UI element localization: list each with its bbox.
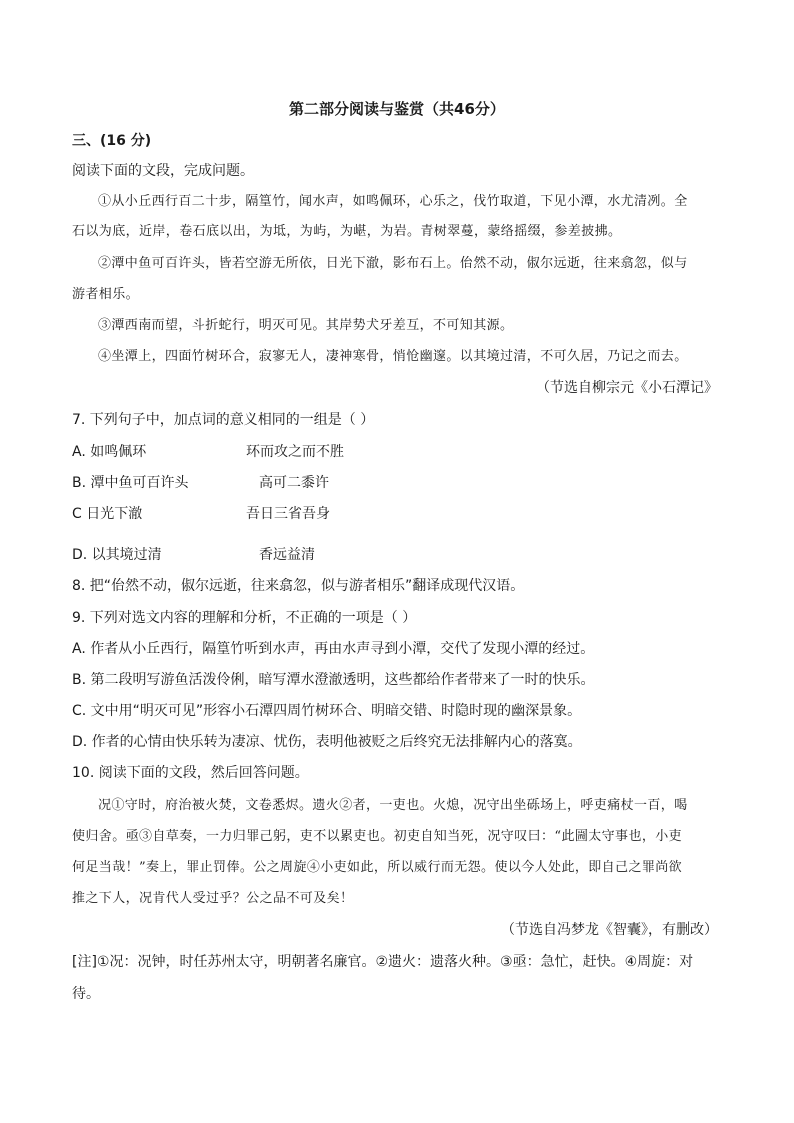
q9-option-d: D. 作者的心情由快乐转为凄凉、忧伤，表明他被贬之后终究无法排解内心的落寞。 [72,734,582,750]
passage10-line3: 何足当哉！”奏上，罪止罚俸。公之周旋④小吏如此，所以威行而无怨。使以今人处此，即自己之罪尚欲 [72,860,683,875]
q9-option-a: A. 作者从小丘西行，隔篁竹听到水声，再由水声寻到小潭，交代了发现小潭的经过。 [72,641,595,657]
question-9: 9. 下列对选文内容的理解和分析，不正确的一项是（ ） [72,610,417,626]
passage-para3: ③潭西南而望，斗折蛇行，明灭可见。其岸势犬牙差互，不可知其源。 [98,318,514,333]
section-title: 第二部分阅读与鉴赏（共46分） [289,100,505,118]
q7-option-c-right: 吾日三省吾身 [246,506,330,522]
passage10-line4: 推之下人，况肯代人受过乎？公之品不可及矣！ [72,891,354,906]
annotation-line2: 待。 [72,986,100,1002]
passage-source: （节选自柳宗元《小石潭记》 [536,380,718,396]
q7-option-b-right: 高可二黍许 [259,475,329,491]
question-10: 10. 阅读下面的文段，然后回答问题。 [72,765,309,781]
passage-para1-line1: ①从小丘西行百二十步，隔篁竹，闻水声，如鸣佩环，心乐之，伐竹取道，下见小潭，水尤清冽。全 [98,194,688,209]
q7-option-c-left: C 日光下澈 [72,506,143,522]
q7-option-b-left: B. 潭中鱼可百许头 [72,475,189,491]
q7-option-d-left: D. 以其境过清 [72,547,162,563]
q7-option-a-left: A. 如鸣佩环 [72,444,147,460]
passage10-line1: 况①守时，府治被火焚，文卷悉烬。遗火②者，一吏也。火熄，况守出坐砾场上，呼吏痛杖一百，喝 [98,798,688,813]
question-7: 7. 下列句子中，加点词的意义相同的一组是（ ） [72,412,375,428]
passage-para4: ④坐潭上，四面竹树环合，寂寥无人，凄神寒骨，悄怆幽邃。以其境过清，不可久居，乃记之而去。 [98,349,688,364]
q7-option-a-right: 环而攻之而不胜 [246,444,344,460]
q9-option-b: B. 第二段明写游鱼活泼伶俐，暗写潭水澄澈透明，这些都给作者带来了一时的快乐。 [72,672,595,688]
reading-instruction: 阅读下面的文段，完成问题。 [72,163,254,179]
passage-para2-line1: ②潭中鱼可百许头，皆若空游无所依，日光下澈，影布石上。佁然不动，俶尔远逝，往来翕忽，似与 [98,256,688,271]
annotation-line1: [注]①况：况钟，时任苏州太守，明朝著名廉官。②遗火：遗落火种。③亟：急忙，赶快。④周旋：对 [72,954,694,970]
passage10-source: （节选自冯梦龙《智囊》，有删改） [501,922,718,938]
q9-option-c: C. 文中用“明灭可见”形容小石潭四周竹树环合、明暗交错、时隐时现的幽深景象。 [72,703,582,719]
passage-para2-line2: 游者相乐。 [72,287,140,302]
passage-para1-line2: 石以为底，近岸，卷石底以出，为坻，为屿，为嵁，为岩。青树翠蔓，蒙络摇缀，参差披拂。 [72,224,622,239]
part-heading: 三、(16 分) [72,133,152,149]
question-8: 8. 把“佁然不动，俶尔远逝，往来翕忽，似与游者相乐”翻译成现代汉语。 [72,578,525,594]
passage10-line2: 使归舍。亟③自草奏，一力归罪己躬，吏不以累吏也。初吏自知当死，况守叹曰：“此圌太守事也，小吏 [72,829,683,844]
q7-option-d-right: 香远益清 [259,547,315,563]
